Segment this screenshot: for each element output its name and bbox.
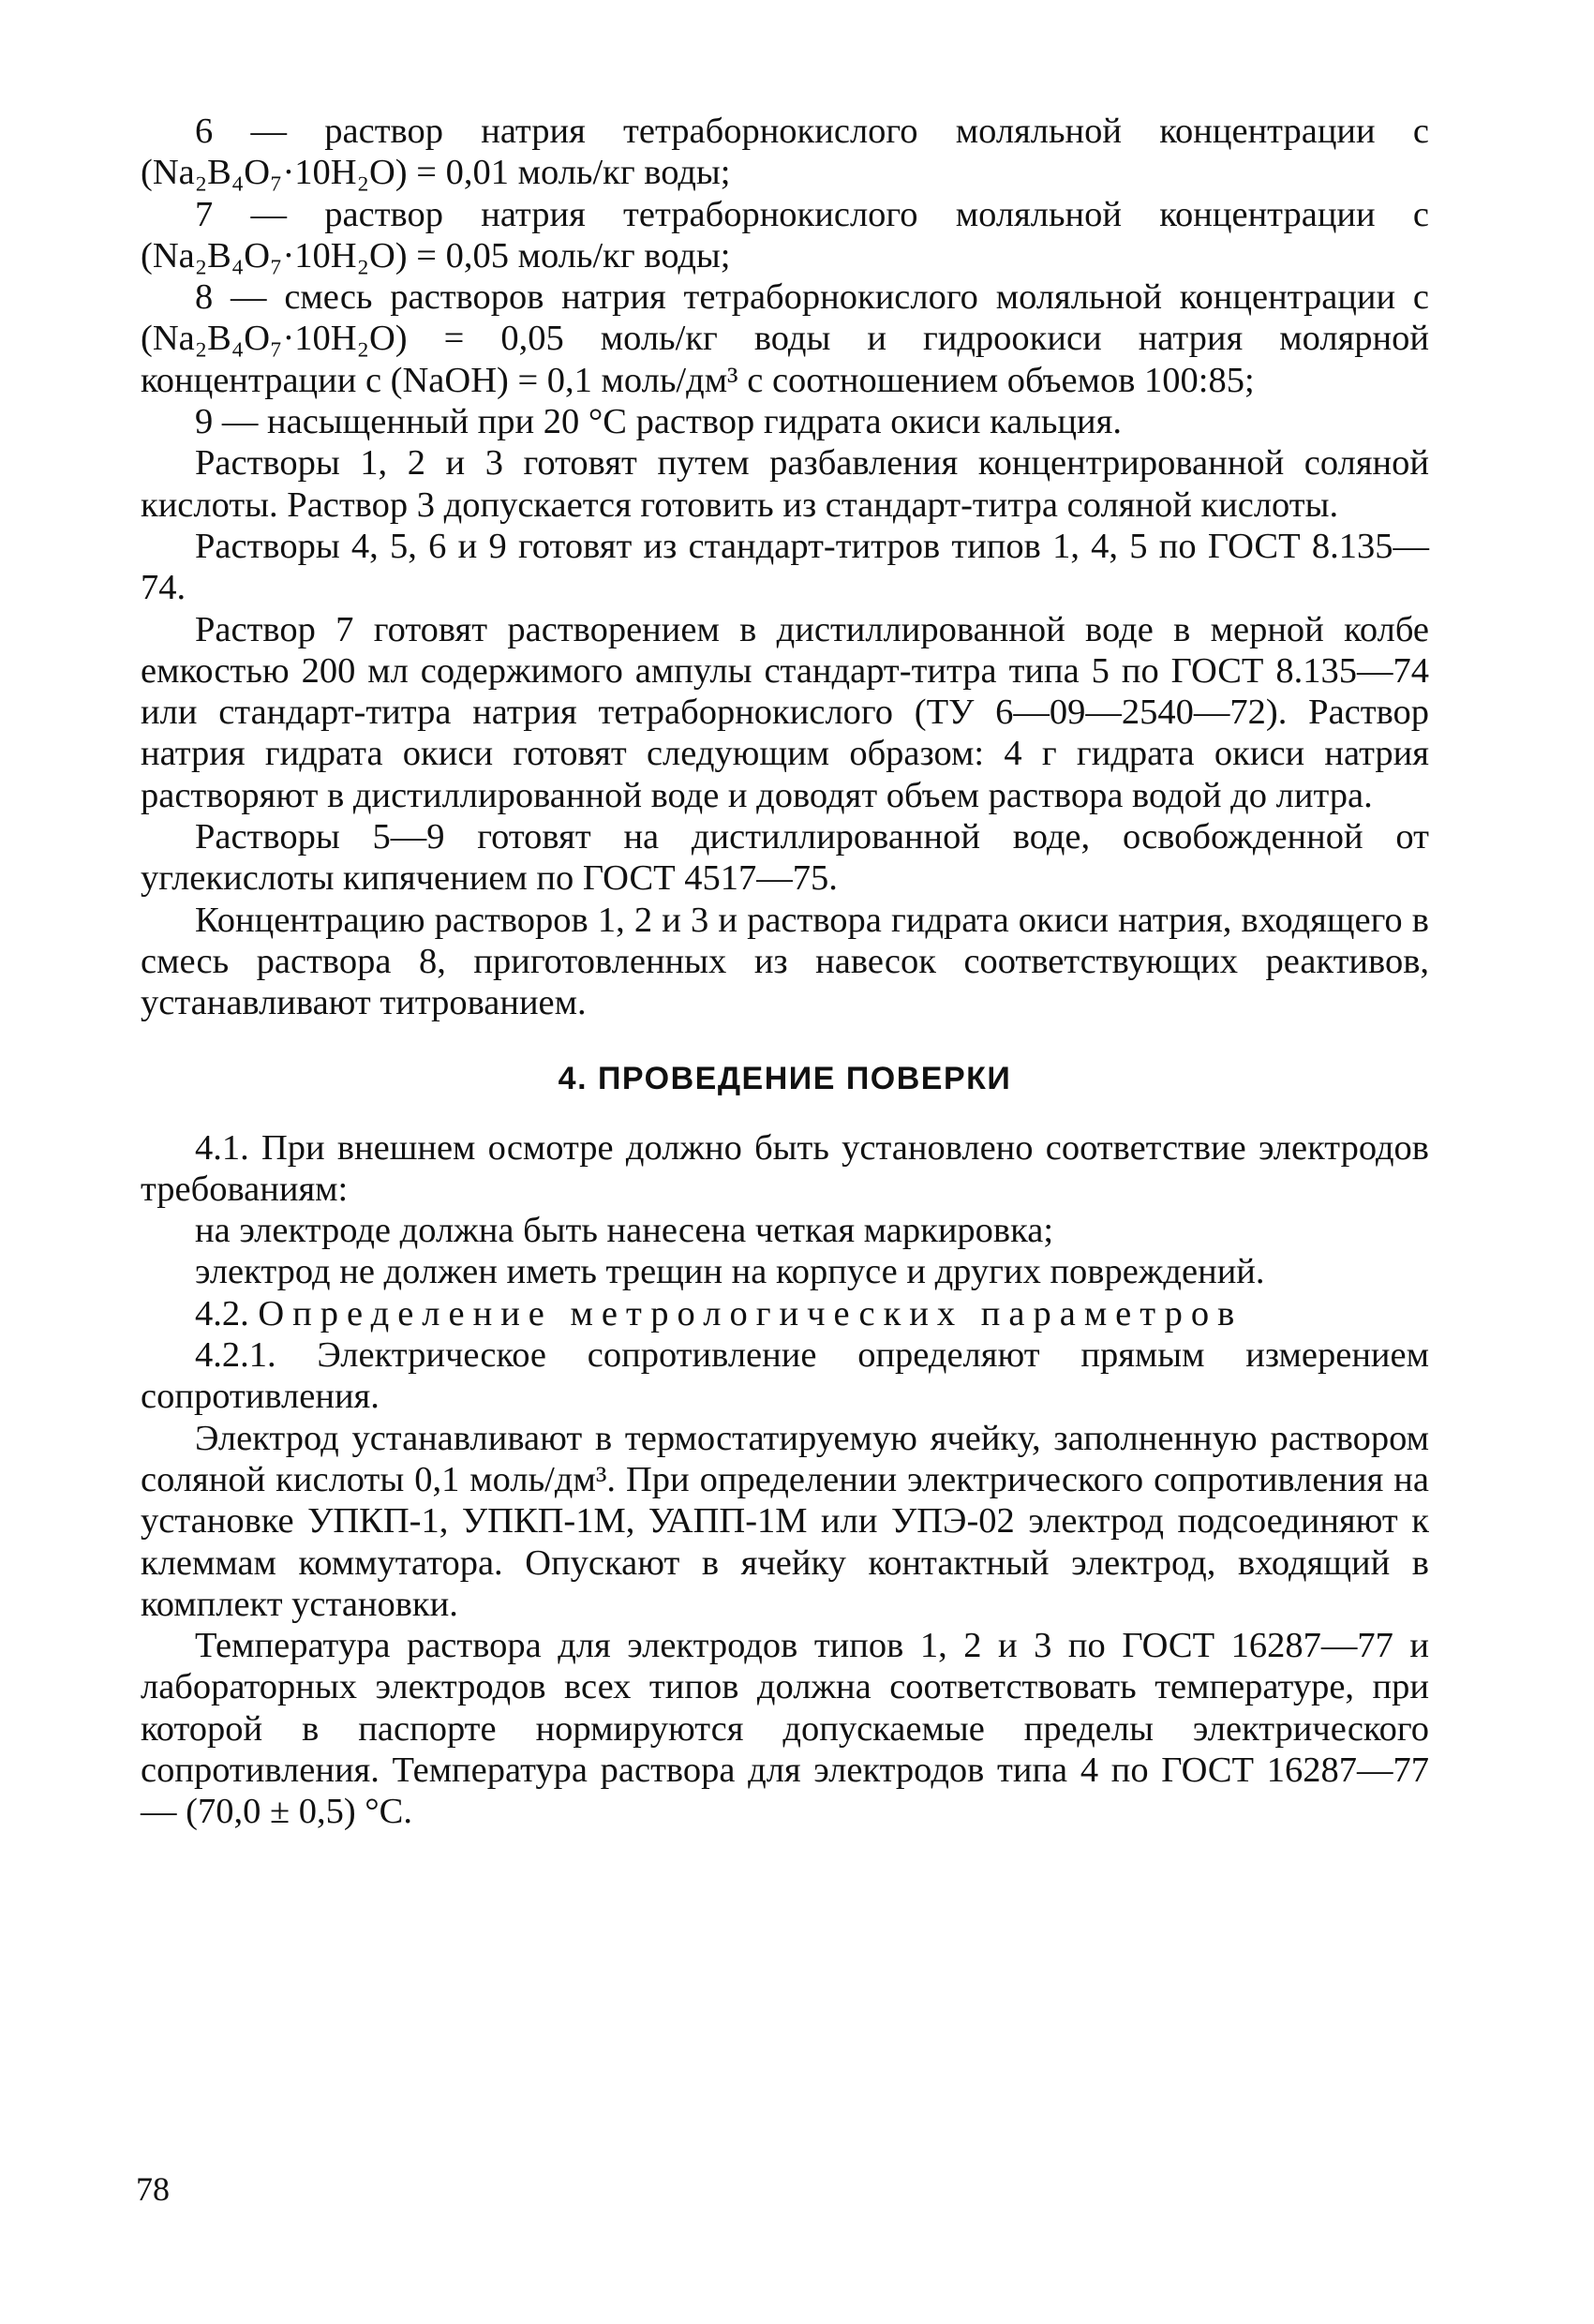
list-item-9: 9 — насыщенный при 20 °С раствор гидрата окиси кальция. (195, 402, 1122, 442)
paragraph-electrode-setup: Электрод устанавливают в термостатируемую ячейку, заполненную раствором соляной кислоты 0,1 моль/дм³. При определении электрического сопротивления на установке УПКП-1, УПКП-1М, УАПП-1М или УПЭ-02 электрод подсоединяют к клеммам коммутатора. Опускают в ячейку контактный электрод, входящий в комплект установки. (141, 1418, 1429, 1624)
list-item-7: 7 — раствор натрия тетраборнокислого моляльной концентрации c (Na₂B₄O₇·10H₂O) = 0,05 моль/кг воды; (141, 194, 1429, 276)
paragraph-temperature: Температура раствора для электродов типов 1, 2 и 3 по ГОСТ 16287—77 и лабораторных электродов всех типов должна соответствовать температуре, при которой в паспорте нормируются допускаемые пределы электрического сопротивления. Температура раствора для электродов типа 4 по ГОСТ 16287—77 — (70,0 ± 0,5) °С. (141, 1626, 1429, 1832)
body-text (141, 111, 1429, 1833)
paragraph-concentration: Концентрацию растворов 1, 2 и 3 и раствора гидрата окиси натрия, входящего в смесь раствора 8, приготовленных из навесок соответствующих реактивов, устанавливают титрованием. (141, 900, 1429, 1023)
list-item-6: 6 — раствор натрия тетраборнокислого моляльной концентрации c (Na₂B₄O₇·10H₂O) = 0,01 моль/кг воды; (141, 112, 1429, 193)
subsection-number: 4.2. (195, 1293, 249, 1333)
paragraph-solutions-1-3: Растворы 1, 2 и 3 готовят путем разбавления концентрированной соляной кислоты. Раствор 3 допускается готовить из стандарт-титра соляной кислоты. (141, 443, 1429, 525)
list-item-8: 8 — смесь растворов натрия тетраборнокислого моляльной концентрации c (Na₂B₄O₇·10H₂O) = 0,05 моль/кг воды и гидроокиси натрия молярной концентрации c (NaOH) = 0,1 моль/дм³ с соотношением объемов 100:85; (141, 277, 1429, 400)
paragraph-4-1: 4.1. При внешнем осмотре должно быть установлено соответствие электродов требованиям: (141, 1127, 1429, 1209)
paragraph-solutions-5-9: Растворы 5—9 готовят на дистиллированной воде, освобожденной от углекислоты кипячением по ГОСТ 4517—75. (141, 817, 1429, 899)
paragraph-damage: электрод не должен иметь трещин на корпусе и других повреждений. (195, 1252, 1265, 1292)
subsection-title: Определение метрологических параметров (258, 1293, 1244, 1333)
subsection-heading (141, 1293, 1429, 1334)
page-number: 78 (136, 2170, 170, 2208)
paragraph-marking: на электроде должна быть нанесена четкая маркировка; (195, 1211, 1054, 1251)
paragraph-4-2-1: 4.2.1. Электрическое сопротивление определяют прямым измерением сопротивления. (141, 1335, 1429, 1417)
paragraph-solution-7: Раствор 7 готовят растворением в дистиллированной воде в мерной колбе емкостью 200 мл содержимого ампулы стандарт-титра типа 5 по ГОСТ 8.135—74 или стандарт-титра натрия тетраборнокислого (ТУ 6—09—2540—72). Раствор натрия гидрата окиси готовят следующим образом: 4 г гидрата окиси натрия растворяют в дистиллированной воде и доводят объем раствора водой до литра. (141, 609, 1429, 815)
section-heading: 4. ПРОВЕДЕНИЕ ПОВЕРКИ (558, 1060, 1012, 1096)
paragraph-solutions-4-9: Растворы 4, 5, 6 и 9 готовят из стандарт-титров типов 1, 4, 5 по ГОСТ 8.135—74. (141, 526, 1429, 608)
